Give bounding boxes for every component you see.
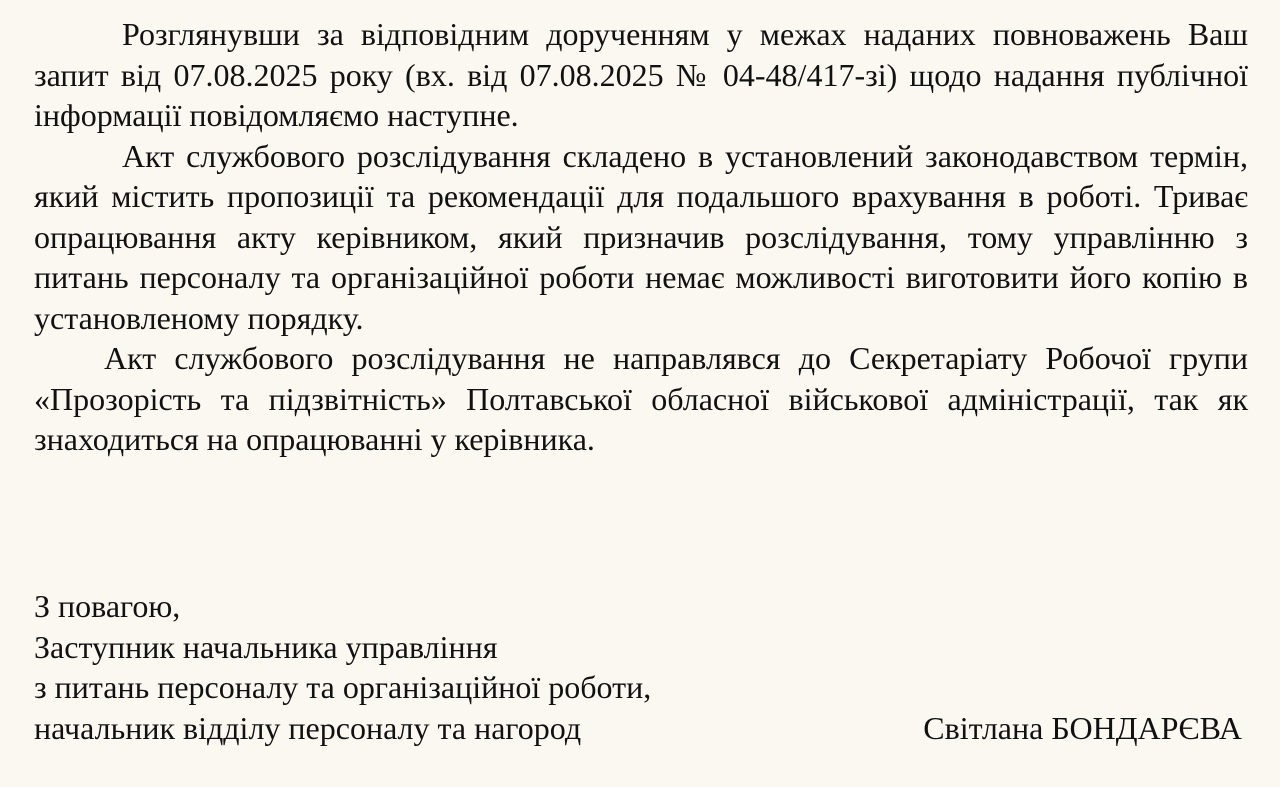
closing-text: З повагою, xyxy=(34,588,181,624)
signature-block xyxy=(34,586,1242,748)
paragraph-request-reference: Розглянувши за відповідним дорученням у межах наданих повноважень Ваш запит від 07.08.2025 року (вх. від 07.08.2025 № 04-48/417-зі) щодо надання публічної інформації повідомляємо наступне. xyxy=(34,16,1248,133)
letter-body xyxy=(34,14,1248,460)
paragraph-secretariat: Акт службового розслідування не направлявся до Секретаріату Робочої групи «Прозорість та підзвітність» Полтавської обласної військової адміністрації, так як знаходиться на опрацюванні у керівника. xyxy=(34,340,1248,457)
signer-position-line-2: з питань персоналу та організаційної роботи, xyxy=(34,669,652,705)
signer-final-row xyxy=(34,708,1242,749)
paragraph-investigation-act: Акт службового розслідування складено в установлений законодавством термін, який містить пропозиції та рекомендації для подальшого врахування в роботі. Триває опрацювання акту керівником, який призначив розслідування, тому управлінню з питань персоналу та організаційної роботи немає можливості виготовити його копію в установленому порядку. xyxy=(34,137,1248,336)
signer-position-line-1: Заступник начальника управління xyxy=(34,628,498,665)
signer-position-line-3: начальник відділу персоналу та нагород xyxy=(34,709,582,746)
signer-name: Світлана БОНДАРЄВА xyxy=(923,709,1242,746)
